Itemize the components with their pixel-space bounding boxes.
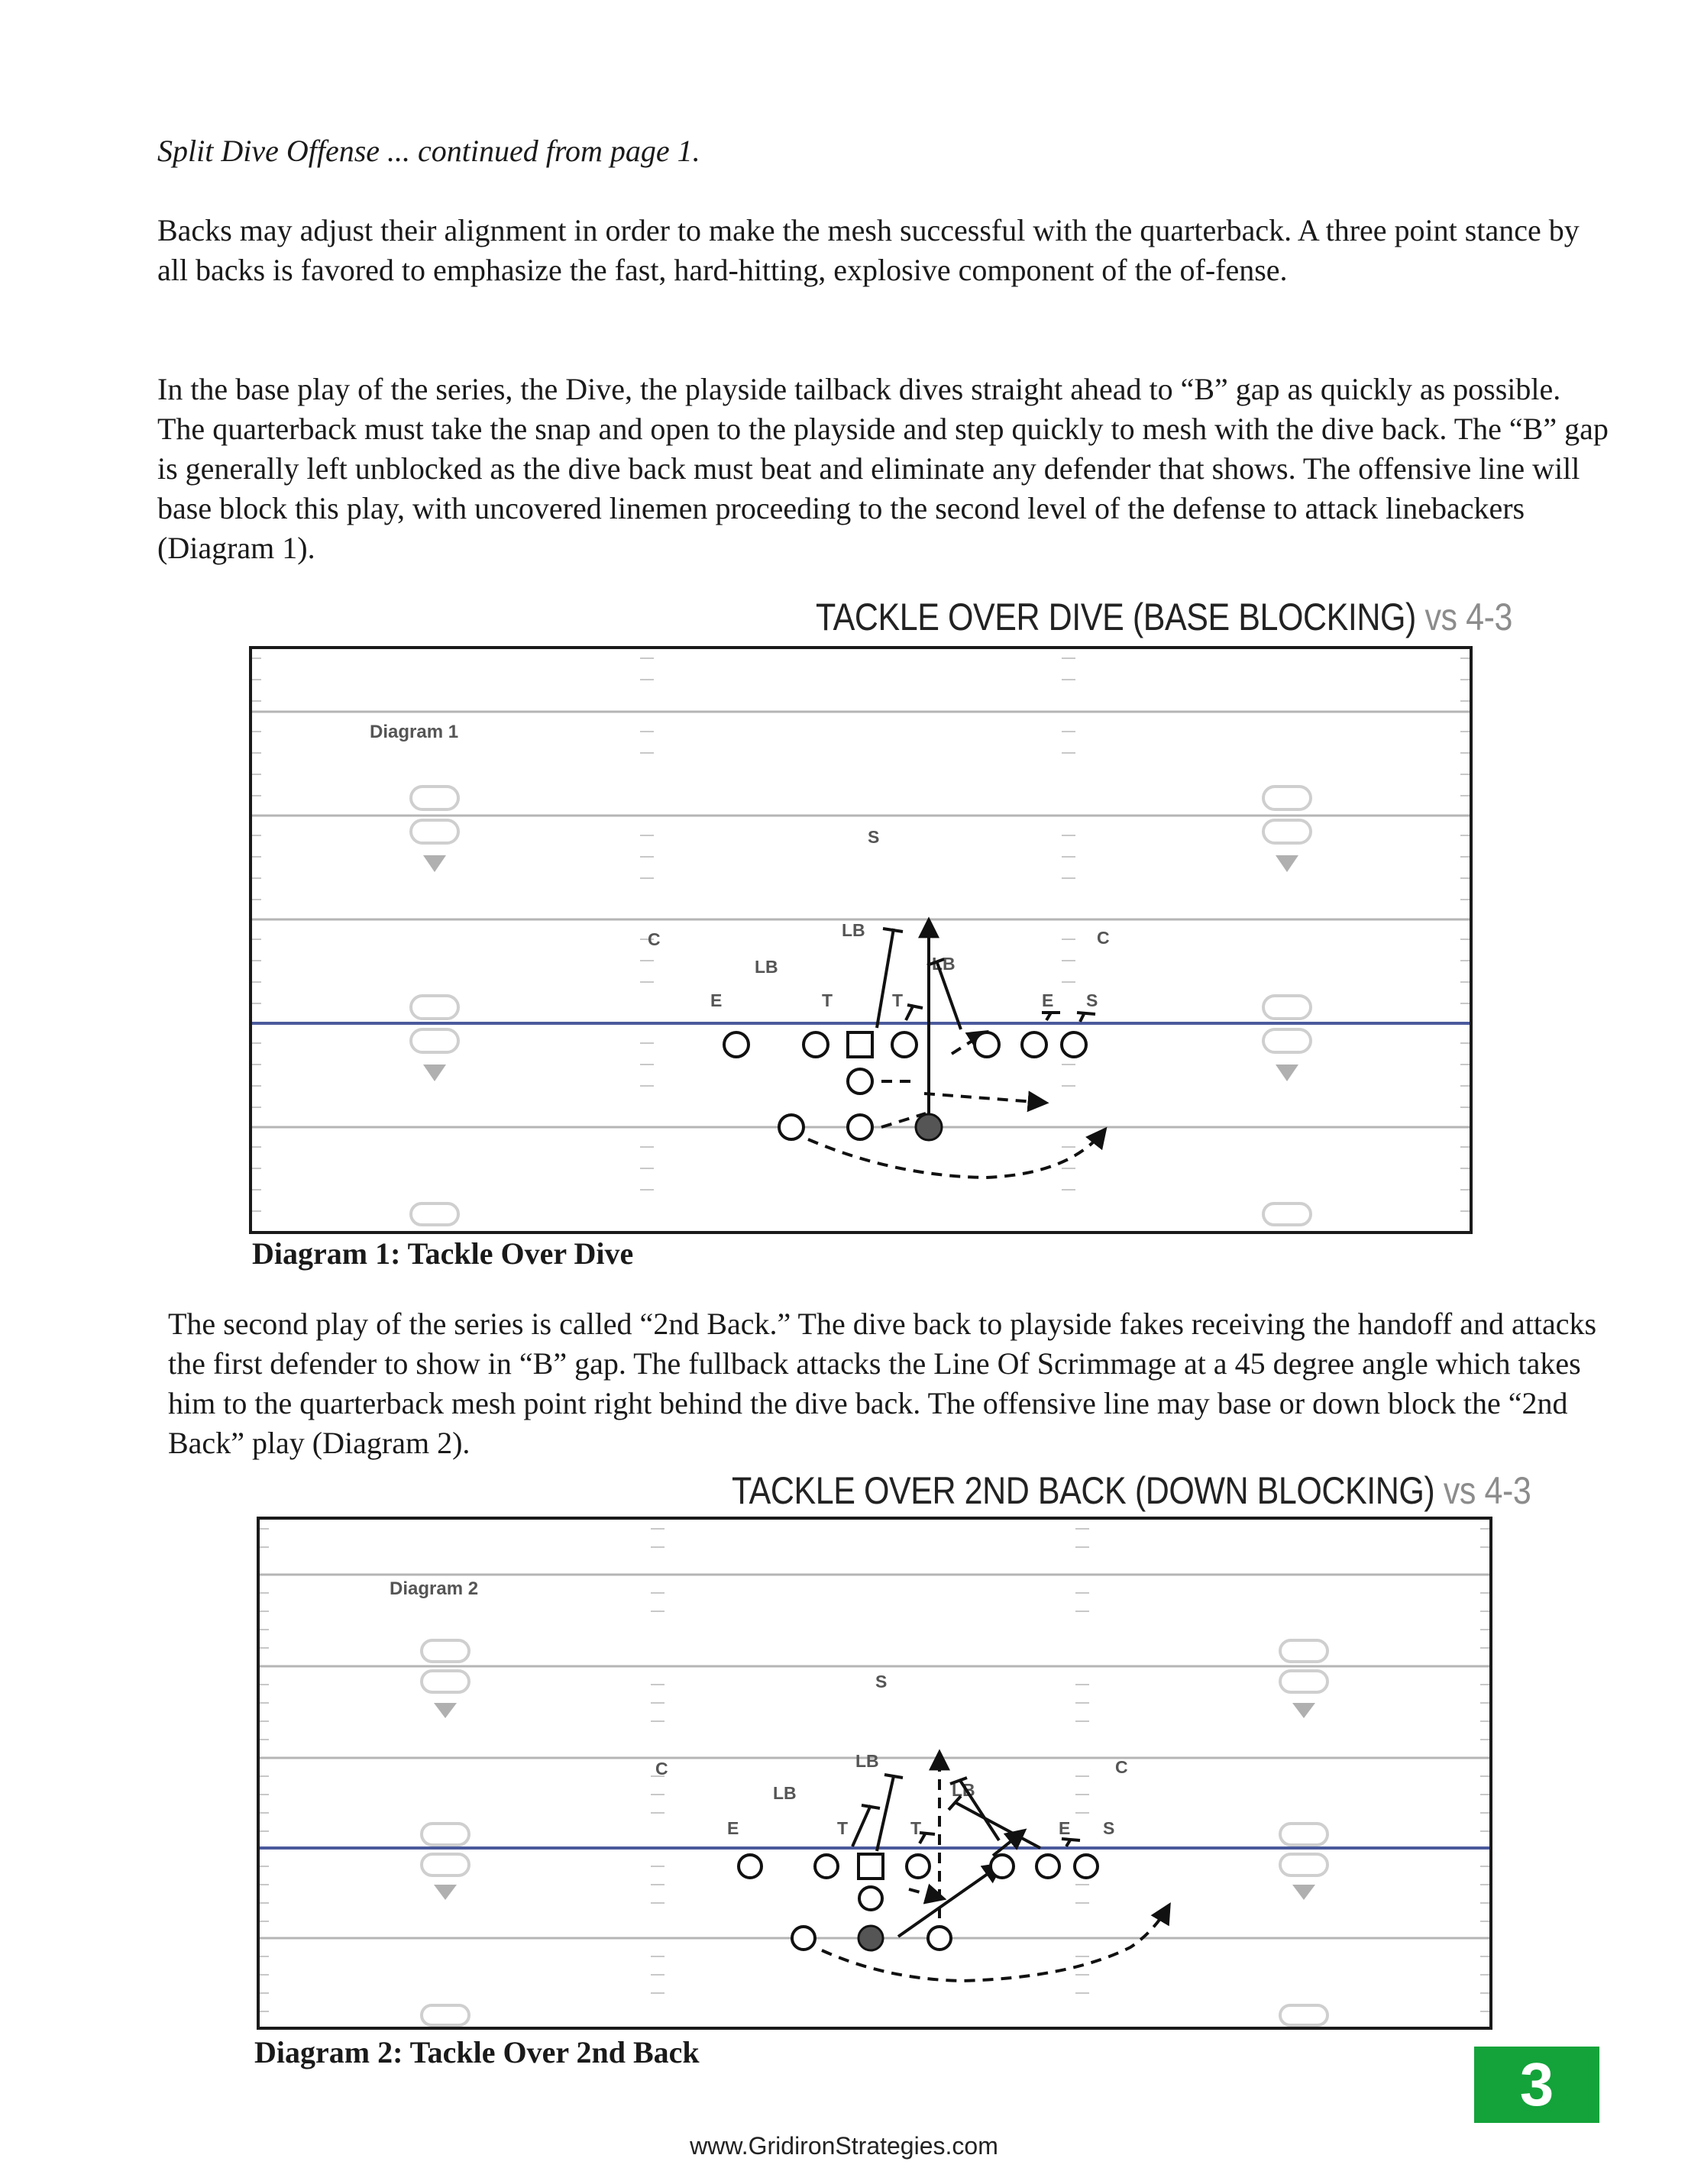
dash-path: [924, 1094, 1045, 1103]
def-tackle-left: T: [822, 990, 833, 1010]
player-end-left: [724, 1032, 749, 1057]
player-tackle-over: [1036, 1855, 1059, 1878]
direction-arrow-icon: [1276, 855, 1298, 872]
player-ball-carrier: [916, 1114, 942, 1140]
direction-arrow-icon: [434, 1885, 457, 1900]
player-quarterback: [859, 1887, 882, 1910]
yard-number-mark: [1263, 787, 1311, 809]
yard-number-mark: [1263, 1203, 1311, 1225]
player-ball-carrier: [859, 1926, 883, 1950]
yard-number-mark: [411, 1203, 458, 1225]
yard-number-mark: [1263, 996, 1311, 1019]
def-lb-left: LB: [755, 957, 778, 977]
player-dive-back: [928, 1927, 951, 1950]
direction-arrow-icon: [423, 1065, 446, 1081]
diagram1-field: [249, 646, 1473, 1234]
player-end-left: [739, 1855, 762, 1878]
yard-number-mark: [422, 1671, 469, 1692]
def-corner-left: C: [655, 1759, 668, 1779]
footer-url[interactable]: www.GridironStrategies.com: [690, 2132, 998, 2160]
def-lb-left: LB: [773, 1783, 797, 1803]
direction-arrow-icon: [1276, 1065, 1298, 1081]
def-end-left: E: [727, 1818, 739, 1838]
yard-number-mark: [1280, 1671, 1327, 1692]
diagram2-title-suffix: vs 4-3: [1443, 1469, 1531, 1512]
player-fullback-left: [792, 1927, 815, 1950]
diagram1-title-suffix: vs 4-3: [1424, 596, 1512, 638]
direction-arrow-icon: [434, 1703, 457, 1718]
player-center: [848, 1032, 872, 1057]
def-corner-left: C: [648, 929, 661, 949]
paragraph-dive-play: In the base play of the series, the Dive, the playside tailback dives straight ahead to “B” gap as quickly as possible. The quarterback must take the snap and open to the playside and step quickly to mesh with the dive back. The “B” gap is generally left unblocked as the dive back must beat and eliminate any defender that shows. The offensive line will base block this play, with uncovered linemen proceeding to the second level of the defense to attack linebackers (Diagram 1).: [157, 372, 1609, 565]
def-safety: S: [875, 1672, 888, 1691]
def-end-right: E: [1042, 990, 1054, 1010]
def-lb-right: LB: [932, 954, 956, 974]
yard-number-mark: [411, 820, 458, 843]
yard-number-mark: [422, 2005, 469, 2025]
yard-number-mark: [411, 1029, 458, 1052]
def-corner-right: C: [1115, 1757, 1128, 1777]
def-safety-right: S: [1086, 990, 1098, 1010]
mesh-fake-path: [909, 1889, 943, 1898]
def-safety-right: S: [1103, 1818, 1115, 1838]
block-path: [955, 1802, 1040, 1848]
diagram2-field-label: Diagram 2: [390, 1578, 479, 1599]
player-quarterback: [848, 1069, 872, 1094]
player-end-right: [1075, 1855, 1098, 1878]
def-corner-right: C: [1097, 928, 1110, 948]
block-path: [959, 1779, 999, 1840]
yard-number-mark: [1280, 2005, 1327, 2025]
paragraph-backs-alignment: Backs may adjust their alignment in order to make the mesh successful with the quarterback. A three point stance by all backs is favored to emphasize the fast, hard-hitting, explosive component of the of-fense.: [157, 213, 1580, 287]
player-end-right: [1062, 1032, 1086, 1057]
yard-number-mark: [1280, 1854, 1327, 1875]
def-lb-right: LB: [952, 1780, 975, 1800]
def-end-left: E: [710, 990, 723, 1010]
diagram2-field: [257, 1517, 1492, 2030]
diagram1-caption: Diagram 1: Tackle Over Dive: [252, 1236, 634, 1271]
yard-number-mark: [1280, 1824, 1327, 1845]
yard-number-mark: [422, 1824, 469, 1845]
player-fullback: [779, 1115, 804, 1139]
block-path: [993, 1831, 1023, 1856]
diagram2-caption: Diagram 2: Tackle Over 2nd Back: [254, 2035, 700, 2069]
continued-note: Split Dive Offense ... continued from page 1.: [157, 134, 700, 168]
def-tackle-right: T: [892, 990, 904, 1010]
player-tackle-right: [991, 1855, 1014, 1878]
diagram1-title-text: TACKLE OVER DIVE (BASE BLOCKING): [816, 596, 1416, 638]
player-guard-right: [907, 1855, 930, 1878]
direction-arrow-icon: [423, 855, 446, 872]
def-lb-mid: LB: [842, 920, 865, 940]
yard-number-mark: [422, 1854, 469, 1875]
def-end-right: E: [1059, 1818, 1071, 1838]
diagram1-field-label: Diagram 1: [370, 722, 459, 742]
player-tackle-left: [804, 1032, 828, 1057]
player-tackle-left: [815, 1855, 838, 1878]
player-tackle-over: [1022, 1032, 1046, 1057]
def-tackle-right: T: [910, 1818, 922, 1838]
player-tailback-left: [848, 1115, 872, 1139]
def-tackle-left: T: [837, 1818, 849, 1838]
yard-number-mark: [411, 787, 458, 809]
def-safety: S: [868, 827, 880, 847]
player-center: [859, 1854, 883, 1879]
diagram2-title-text: TACKLE OVER 2ND BACK (DOWN BLOCKING): [732, 1469, 1435, 1512]
diagram2-title: [732, 1468, 1531, 1514]
diagram1-title: [816, 594, 1512, 640]
player-tackle-right: [975, 1032, 999, 1057]
def-lb-mid: LB: [855, 1751, 879, 1771]
direction-arrow-icon: [1292, 1703, 1315, 1718]
yard-number-mark: [1263, 1029, 1311, 1052]
paragraph-2nd-back: The second play of the series is called “2nd Back.” The dive back to playside fakes receiving the handoff and attacks the first defender to show in “B” gap. The fullback attacks the Line Of Scrimmage at a 45 degree angle which takes him to the quarterback mesh point right behind the dive back. The offensive line may base or down block the “2nd Back” play (Diagram 2).: [168, 1307, 1597, 1460]
page-number-badge: 3: [1474, 2047, 1599, 2123]
yard-number-mark: [411, 996, 458, 1019]
yard-number-mark: [422, 1640, 469, 1662]
direction-arrow-icon: [1292, 1885, 1315, 1900]
block-path: [877, 929, 894, 1028]
block-path: [877, 1776, 894, 1851]
yard-number-mark: [1280, 1640, 1327, 1662]
player-guard-right: [892, 1032, 917, 1057]
block-path: [852, 1805, 871, 1846]
yard-number-mark: [1263, 820, 1311, 843]
